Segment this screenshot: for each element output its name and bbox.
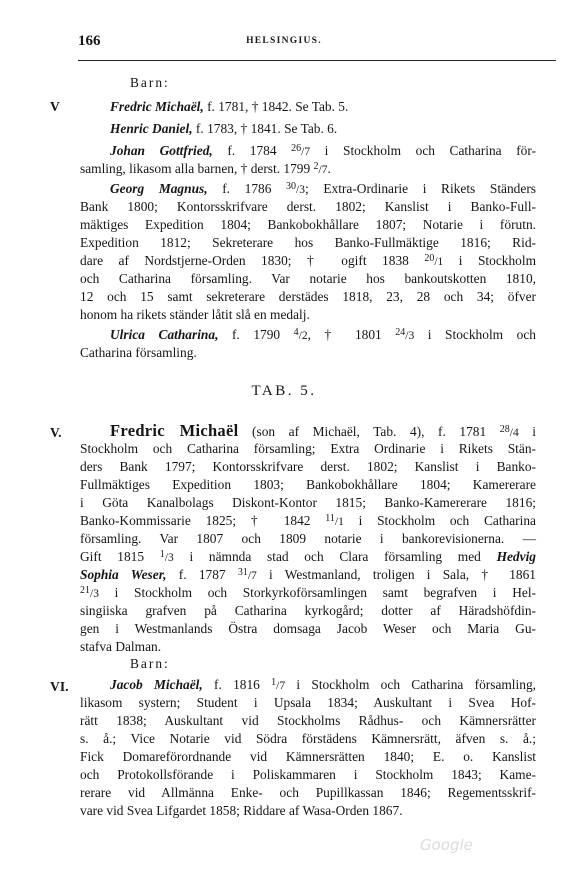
text-line: i Göta Kanalbolags Diskont-Kontor 1815; Banko-Kamererare 1816; — [80, 495, 536, 510]
text-line: dare af Nordstjerne-Orden 1830; † ogift 1838 $^{20}$/1 i Stockholm — [80, 253, 536, 268]
text-line: Fullmäktiges Expedition 1803; Bankobokhållare 1804; Kamererare — [80, 477, 536, 492]
generation-numeral: VI. — [50, 679, 69, 694]
text-line: Catharina församling. — [80, 345, 197, 360]
text-line: honom ha rikets ständer låtit slå en medalj. — [80, 307, 310, 322]
text-line: Sophia Weser, f. 1787 $^{31}$/7 i Westmanland, troligen i Sala, † 1861 — [80, 567, 536, 582]
text-line: Fick Domareförordnande vid Kämnersrätten 1840; E. o. Kanslist — [80, 749, 536, 764]
children-heading: Barn: — [130, 656, 170, 671]
text-line: s. å.; Vice Notarie vid Södra förstädens Kämnersrätt, äfven s. å.; — [80, 731, 536, 746]
text-line: församling. Var 1807 och 1809 notarie i bankorevisionerna. — — [80, 531, 536, 546]
child-entry-ulrica-line1: Ulrica Catharina, f. 1790 $^4$/2, † 1801 $^{24}$/3 i Stockholm och — [110, 327, 536, 342]
text-line: vare vid Svea Lifgardet 1858; Riddare af Wasa-Orden 1867. — [80, 803, 403, 818]
text-line: och Protokollsförande i Poliskammaren i Stockholm 1843; Kame- — [80, 767, 536, 782]
spouse-name: Sophia Weser, — [80, 567, 167, 582]
child-name: Fredric Michaël, — [110, 99, 204, 114]
text-line: rerare vid Allmänna Enke- och Pupillkassan 1846; Regementsskrif- — [80, 785, 536, 800]
section-heading-tab5: TAB. 5. — [251, 383, 317, 399]
watermark: Google — [420, 836, 473, 854]
child-entry-johan-line2: samling, likasom alla barnen, † derst. 1799 $^2$/7. — [80, 161, 331, 176]
text-line: Expedition 1812; Sekreterare hos Banko-Fullmäktige 1816; Rid- — [80, 235, 536, 250]
text-line: mäktiges Expedition 1804; Bankobokhållare 1807; Notarie i förutn. — [80, 217, 536, 232]
text-line: 12 och 15 samt sekreterare derstädes 1818, 23, 28 och 34; öfver — [80, 289, 536, 304]
child-entry-johan-line1: Johan Gottfried, f. 1784 $^{26}$/7 i Stockholm och Catharina för- — [110, 143, 536, 158]
child-entry-fredric: Fredric Michaël, f. 1781, † 1842. Se Tab. 5. — [110, 99, 349, 114]
text-line: singiiska grafven på Catharina kyrkogård; dotter af Häradshöfdin- — [80, 603, 536, 618]
text-line: rätt 1838; Auskultant vid Stockholms Rådhus- och Kämnersrätter — [80, 713, 536, 728]
text-line: stafva Dalman. — [80, 639, 162, 654]
child-entry-georg-line1: Georg Magnus, f. 1786 $^{30}$/3; Extra-Ordinarie i Rikets Ständers — [110, 181, 536, 196]
text-line: Banko-Kommissarie 1825; † 1842 $^{11}$/1 i Stockholm och Catharina — [80, 513, 537, 528]
page-header — [0, 0, 568, 66]
generation-numeral: V — [50, 99, 60, 114]
text-line: Stockholm och Catharina församling; Extra Ordinarie i Rikets Stän- — [80, 441, 536, 456]
children-heading: Barn: — [130, 75, 170, 90]
header-rule — [78, 60, 556, 61]
text-line: Gift 1815 $^1$/3 i nämnda stad och Clara församling med Hedvig — [80, 549, 536, 564]
text-line: Bank 1800; Kontorsskrifvare derst. 1802; Kanslist i Banko-Full- — [80, 199, 536, 214]
spouse-name: Hedvig — [496, 549, 536, 564]
child-name: Johan Gottfried, — [110, 143, 213, 158]
child-name: Jacob Michaël, — [110, 677, 203, 692]
tab5-line1: Fredric Michaël (son af Michaël, Tab. 4), f. 1781 $^{28}$/4 i — [110, 421, 537, 440]
child-name: Ulrica Catharina, — [110, 327, 219, 342]
person-name: Fredric Michaël — [110, 421, 239, 440]
text-line: och Catharina församling. Var notarie hos bankoutskotten 1810, — [80, 271, 536, 286]
child-name: Georg Magnus, — [110, 181, 208, 196]
running-title: HELSINGIUS. — [246, 36, 322, 46]
child-entry-henric: Henric Daniel, f. 1783, † 1841. Se Tab. 6. — [110, 121, 338, 136]
child-name: Henric Daniel, — [110, 121, 193, 136]
text-line: ders Bank 1797; Kontorsskrifvare derst. 1802; Kanslist i Banko- — [80, 459, 536, 474]
child-entry-jacob-line1: Jacob Michaël, f. 1816 $^1$/7 i Stockholm och Catharina församling, — [110, 677, 536, 692]
page-number: 166 — [78, 33, 101, 49]
generation-numeral: V. — [50, 425, 62, 440]
text-line: gen i Westmanlands Östra domsaga Jacob Weser och Maria Gu- — [80, 621, 536, 636]
text-line: $^{21}$/3 i Stockholm och Storkyrkoförsamlingen samt begrafven i Hel- — [80, 585, 536, 600]
text-line: likasom systern; Student i Upsala 1834; Auskultant i Svea Hof- — [80, 695, 536, 710]
